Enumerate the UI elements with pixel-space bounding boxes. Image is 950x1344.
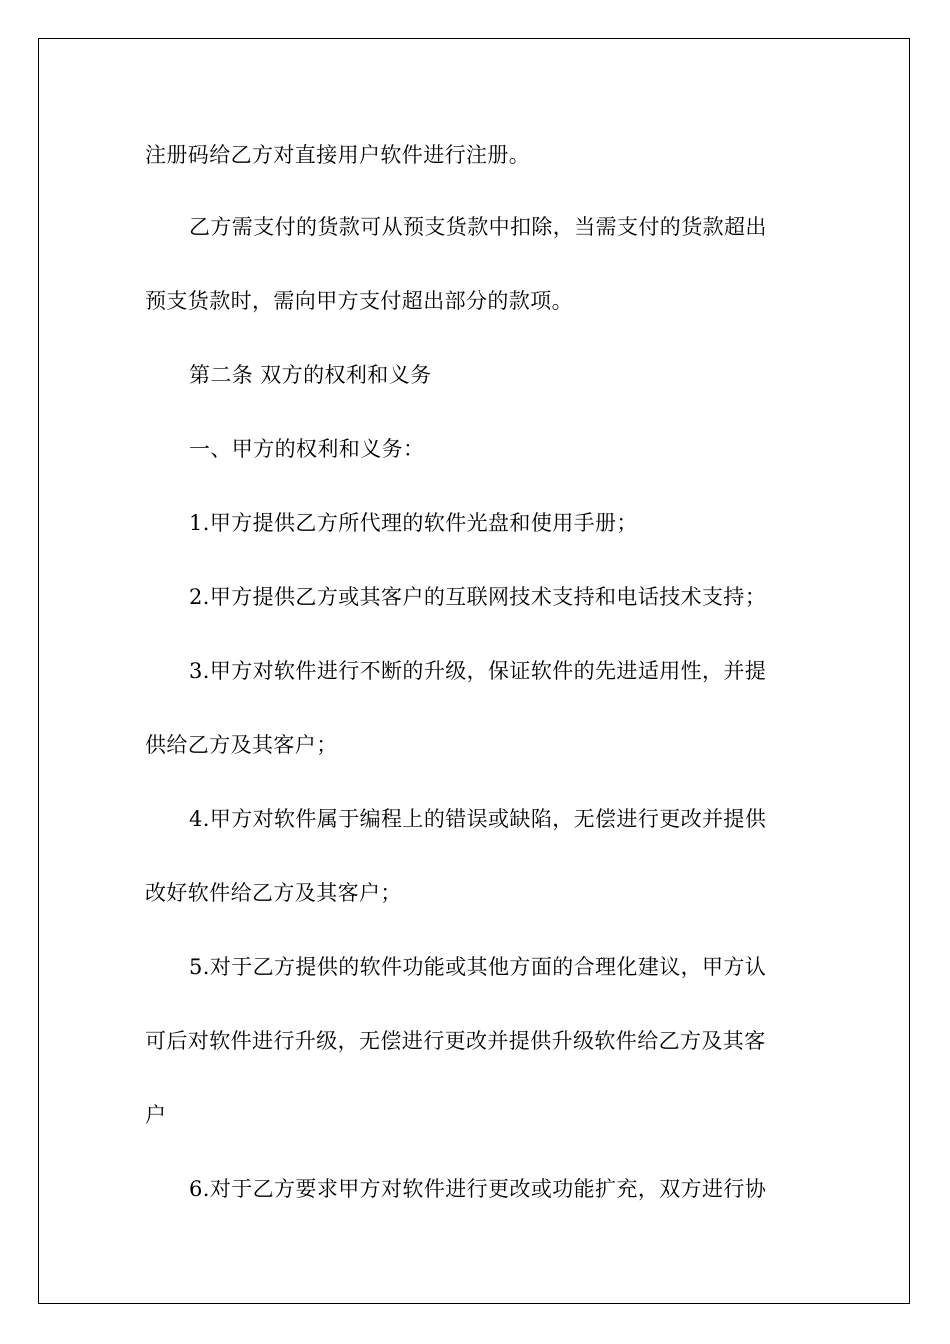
list-item: 1.甲方提供乙方所代理的软件光盘和使用手册； [189, 511, 638, 535]
text-line: 注册码给乙方对直接用户软件进行注册。 [145, 143, 531, 167]
list-item-continuation: 供给乙方及其客户； [145, 733, 338, 757]
list-item: 4.甲方对软件属于编程上的错误或缺陷，无偿进行更改并提供 [189, 807, 767, 831]
list-item-continuation: 户 [145, 1103, 167, 1127]
list-item-continuation: 改好软件给乙方及其客户； [145, 881, 402, 905]
text-line: 预支货款时，需向甲方支付超出部分的款项。 [145, 289, 573, 313]
subsection-heading: 一、甲方的权利和义务： [189, 437, 425, 461]
list-item: 3.甲方对软件进行不断的升级，保证软件的先进适用性，并提 [189, 659, 767, 683]
list-item-continuation: 可后对软件进行升级，无偿进行更改并提供升级软件给乙方及其客 [145, 1029, 766, 1053]
list-item: 2.甲方提供乙方或其客户的互联网技术支持和电话技术支持； [189, 585, 767, 609]
list-item: 5.对于乙方提供的软件功能或其他方面的合理化建议，甲方认 [189, 955, 767, 979]
text-line: 乙方需支付的货款可从预支货款中扣除，当需支付的货款超出 [189, 215, 767, 239]
list-item: 6.对于乙方要求甲方对软件进行更改或功能扩充，双方进行协 [189, 1177, 767, 1201]
section-heading: 第二条 双方的权利和义务 [189, 363, 432, 387]
